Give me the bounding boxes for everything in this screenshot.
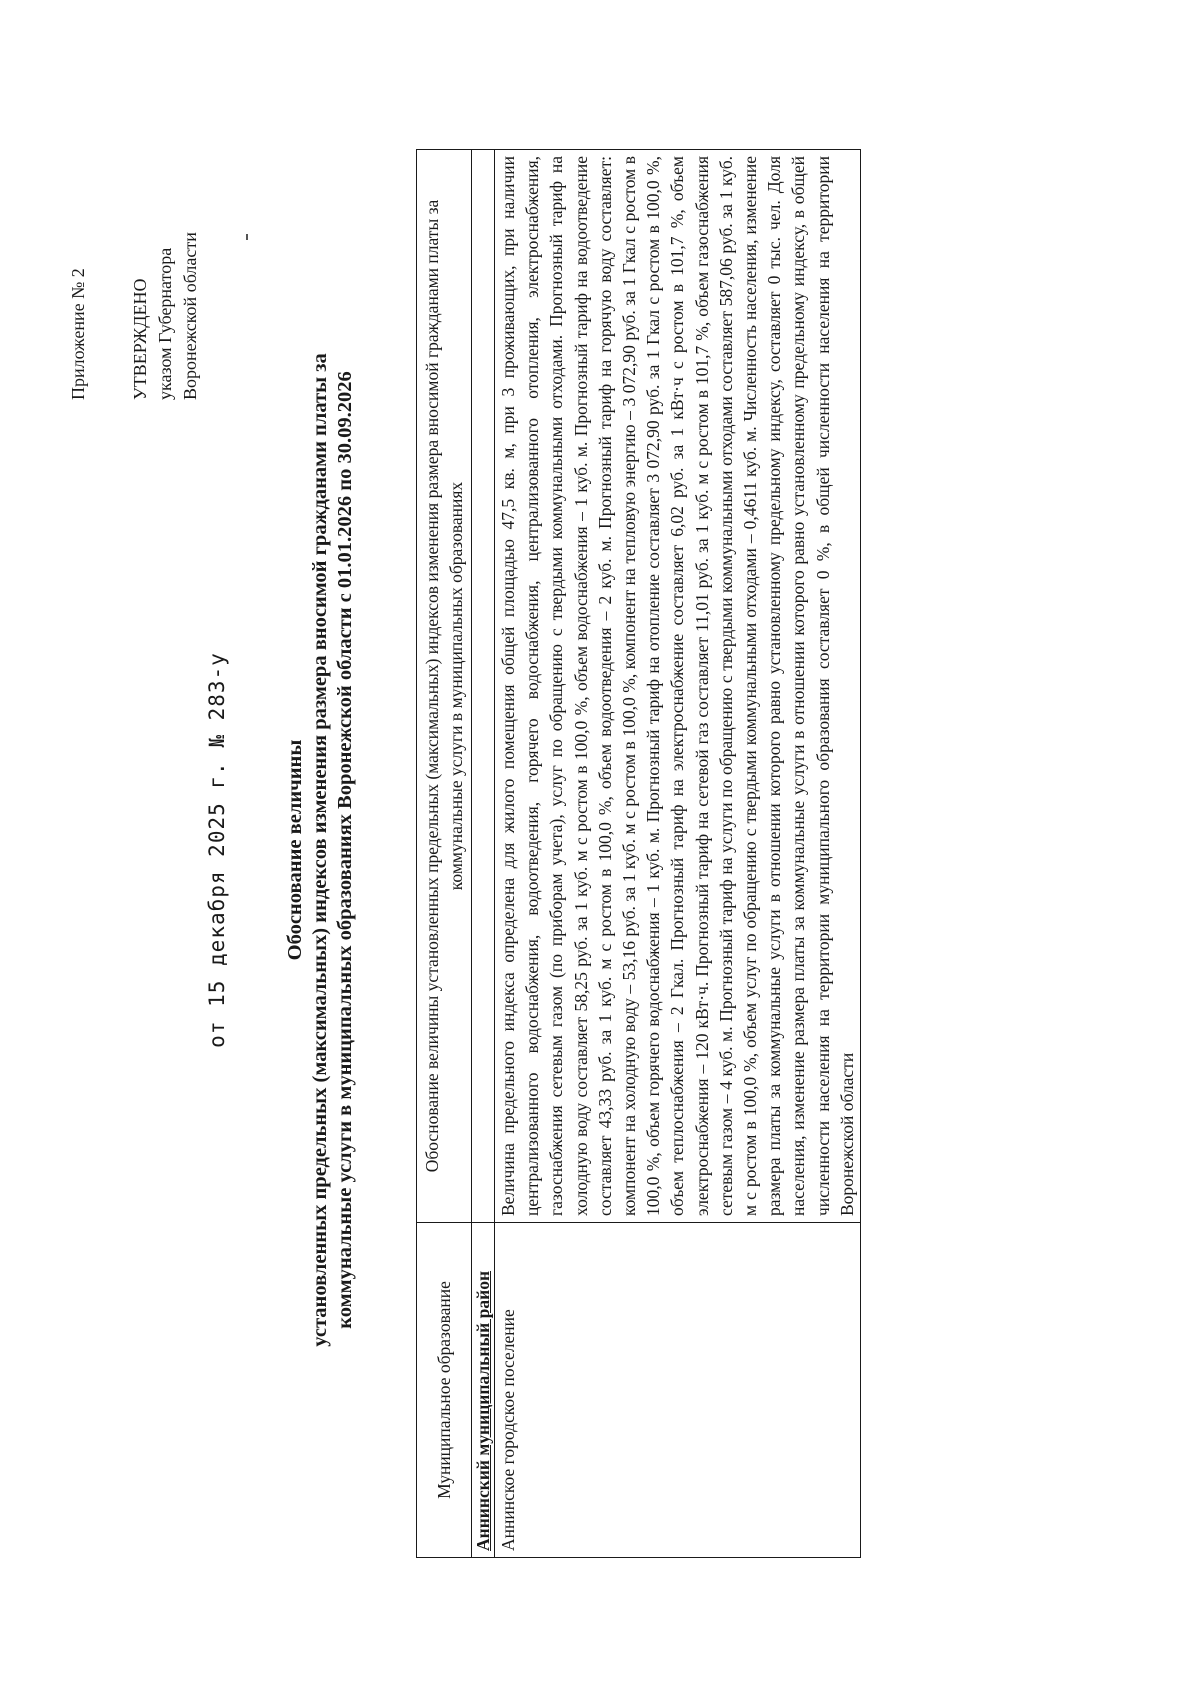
appendix-number: Приложение № 2 xyxy=(68,268,88,400)
document-date: от 15 декабря 2025 г. № 283-у xyxy=(205,652,229,1048)
district-empty-cell xyxy=(472,150,495,1223)
municipality-cell: Аннинское городское поселение xyxy=(495,1223,861,1558)
scan-mark xyxy=(246,234,248,240)
document-title xyxy=(283,250,358,1450)
approval-stamp xyxy=(128,232,203,400)
title-line: Обоснование величины xyxy=(284,739,306,961)
table-header-row xyxy=(417,150,472,1558)
approval-line: Воронежской области xyxy=(180,232,200,400)
approval-line: УТВЕРЖДЕНО xyxy=(130,278,150,400)
district-row xyxy=(472,150,495,1558)
basis-cell: Величина предельного индекса определена для жилого помещения общей площадью 47,5 кв. м, при 3 проживающих, при наличии централизованного водоснабжения, водоотведения, горячего водоснабжения, централизованного отопления, электроснабжения, газоснабжения сетевым газом (по приборам учета), услуг по обращению с твердыми коммунальными отходами. Прогнозный тариф на холодную воду составляет 58,25 руб. за 1 куб. м с ростом в 100,0 %, объем водоснабжения – 1 куб. м. Прогнозный тариф на водоотведение составляет 43,33 руб. за 1 куб. м с ростом в 100,0 %, объем водоотведения – 2 куб. м. Прогнозный тариф на горячую воду составляет: компонент на холодную воду – 53,16 руб. за 1 куб. м с ростом в 100,0 %, компонент на тепловую энергию – 3 072,90 руб. за 1 Гкал с ростом в 100,0 %, объем горячего водоснабжения – 1 куб. м. Прогнозный тариф на отопление составляет 3 072,90 руб. за 1 Гкал с ростом в 100,0 %, объем теплоснабжения – 2 Гкал. Прогнозный тариф на электроснабжение составляет 6,02 руб. за 1 кВт·ч с ростом в 101,7 %, объем электроснабжения – 120 кВт·ч. Прогнозный тариф на сетевой газ составляет 11,01 руб. за 1 куб. м с ростом в 101,7 %, объем газоснабжения сетевым газом – 4 куб. м. Прогнозный тариф на услуги по обращению с твердыми коммунальными отходами составляет 587,06 руб. за 1 куб. м с ростом в 100,0 %, объем услуг по обращению с твердыми коммунальными отходами – 0,4611 куб. м. Численность населения, изменение размера платы за коммунальные услуги в отношении которого равно установленному предельному индексу, составляет 0 тыс. чел. Доля населения, изменение размера платы за коммунальные услуги в отношении которого равно установленному предельному индексу, в общей численности населения на территории муниципального образования составляет 0 %, в общей численности населения на территории Воронежской области xyxy=(495,150,861,1223)
title-line: установленных предельных (максимальных) индексов изменения размера вносимой гражданами платы за xyxy=(309,353,331,1347)
district-name: Аннинский муниципальный район xyxy=(472,1223,495,1558)
column-header-basis: Обоснование величины установленных предельных (максимальных) индексов изменения размера вносимой гражданами платы за коммунальные услуги в муниципальных образованиях xyxy=(417,150,472,1223)
title-line: коммунальные услуги в муниципальных образованиях Воронежской области с 01.01.2026 по 30.09.2026 xyxy=(334,371,356,1329)
column-header-municipality: Муниципальное образование xyxy=(417,1223,472,1558)
table-row xyxy=(495,150,861,1558)
justification-table xyxy=(416,149,861,1558)
approval-line: указом Губернатора xyxy=(155,247,175,400)
